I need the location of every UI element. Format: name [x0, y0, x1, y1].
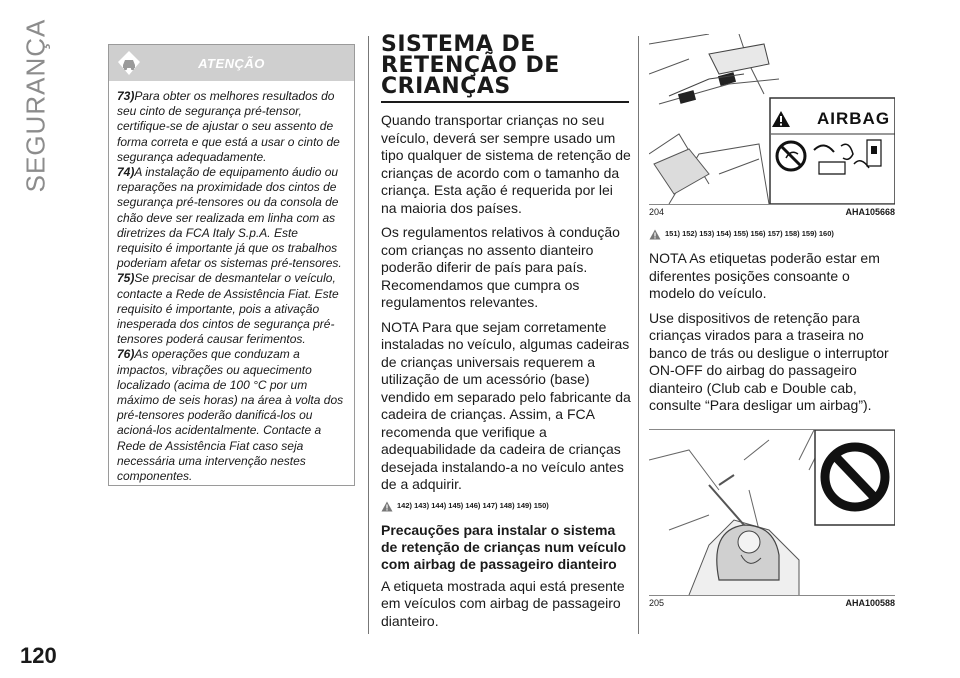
warning-item-text: As operações que conduzam a impactos, vibrações ou aquecimento localizado (acima de 100 °C por um máximo de seis horas) na área à volta dos pré-tensores poderão danificá-los ou acioná-los acidentalmente. Contacte a Rede de Assistência Fiat caso seja necessária uma intervenção nestes componentes.	[117, 347, 344, 484]
figure-caption	[649, 205, 895, 217]
paragraph: Os regulamentos relativos à condução com crianças no assento dianteiro poderão diferir de país para país. Recomendamos que cumpra os regulamentos relevantes.	[381, 224, 620, 310]
section-title: SEGURANÇA	[20, 18, 51, 192]
chapter-title-line: RETENÇÃO DE	[381, 53, 560, 78]
chapter-title	[381, 34, 631, 97]
title-rule	[381, 101, 629, 103]
warning-box	[108, 44, 355, 486]
child-seat-illustration	[649, 430, 895, 595]
middle-column	[381, 34, 631, 637]
warning-item	[117, 271, 346, 347]
chapter-title-line: SISTEMA DE	[381, 32, 536, 57]
warning-item	[117, 89, 346, 165]
reference-numbers: 151) 152) 153) 154) 155) 156) 157) 158) 159) 160)	[665, 229, 834, 238]
car-warning-icon	[117, 50, 141, 81]
section-subtitle: Precauções para instalar o sistema de retenção de crianças num veículo com airbag de passageiro dianteiro	[381, 521, 627, 572]
warning-item-number: 74)	[117, 165, 135, 180]
column-divider-left	[368, 36, 369, 634]
reference-numbers: 142) 143) 144) 145) 146) 147) 148) 149) 150)	[397, 500, 549, 510]
paragraph: Quando transportar crianças no seu veículo, deverá ser sempre usado um tipo qualquer de sistema de retenção de crianças de acordo com o tamanho da criança. Esta ação é requerida por lei na maioria dos países.	[381, 112, 631, 216]
warning-item-number: 75)	[117, 271, 135, 286]
paragraph: A etiqueta mostrada aqui está presente em veículos com airbag de passageiro dianteiro.	[381, 577, 625, 629]
warning-triangle-icon	[381, 501, 393, 512]
warning-item	[117, 347, 346, 484]
warning-item-text: Se precisar de desmantelar o veículo, contacte a Rede de Assistência Fiat. Este requisito é importante, pois a ativação inesperada dos cintos de segurança pré-tensores poderá causar ferimentos.	[117, 271, 339, 347]
figure-number: 205	[649, 597, 665, 608]
paragraph: NOTA As etiquetas poderão estar em diferentes posições consoante o modelo do veículo.	[649, 250, 880, 301]
section-title-vertical	[6, 18, 66, 192]
figure-code: AHA105668	[845, 207, 895, 217]
warning-references	[381, 501, 631, 512]
figure-child-seat	[649, 429, 895, 596]
airbag-label-text: AIRBAG	[817, 109, 891, 128]
column-divider-right	[638, 36, 639, 634]
warning-item-number: 73)	[117, 89, 135, 103]
figure-caption	[649, 596, 895, 608]
paragraph: Use dispositivos de retenção para crianças virados para a traseira no banco de trás ou desligue o interruptor ON-OFF do airbag do passageiro dianteiro (Club cab e Double cab, consulte “Para desligar um airbag”).	[649, 309, 889, 413]
warning-title: ATENÇÃO	[198, 55, 265, 71]
warning-body	[109, 81, 354, 484]
figure-code: AHA100588	[845, 597, 895, 608]
warning-item-text: A instalação de equipamento áudio ou reparações na proximidade dos cintos de segurança pré-tensores ou da consola de chão deve ser realizada em linha com as diretrizes da FCA Italy S.p.A. Este requisito é importante já que os trabalhos poderiam afetar os sistemas pré-tensores.	[117, 165, 342, 271]
paragraph: NOTA Para que sejam corretamente instaladas no veículo, algumas cadeiras de crianças universais requerem a utilização de um acessório (base) vendido em separado pelo fabricante da cadeira de crianças. Assim, a FCA recomenda que verifique a adequabilidade da cadeira de crianças desejada instalando-a no veículo antes de a adquirir.	[381, 318, 631, 492]
warning-item	[117, 165, 346, 271]
right-column	[649, 34, 895, 608]
figure-number: 204	[649, 207, 665, 217]
warning-triangle-icon	[649, 229, 661, 240]
warning-item-number: 76)	[117, 347, 135, 362]
figure-airbag-label	[649, 34, 895, 205]
warning-references	[649, 229, 895, 240]
chapter-title-line: CRIANÇAS	[381, 74, 511, 99]
warning-header	[109, 45, 354, 81]
warning-item-text: Para obter os melhores resultados do seu cinto de segurança pré-tensor, certifique-se de ajustar o seu assento de forma correta e que está a usar o cinto de segurança adequadamente.	[117, 89, 340, 164]
page-number: 120	[20, 643, 57, 668]
